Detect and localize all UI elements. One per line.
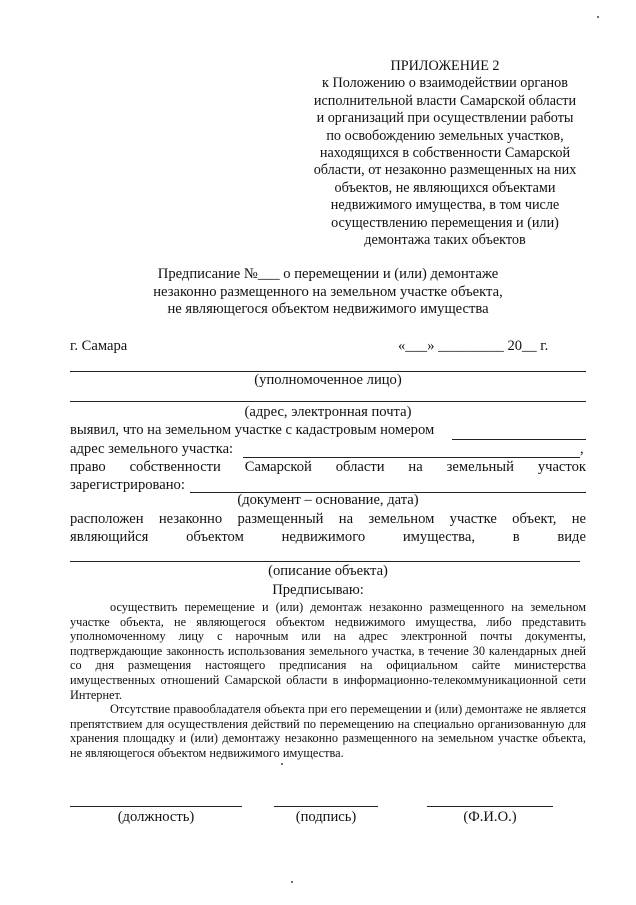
appendix-line: находящихся в собственности Самарской (319, 145, 571, 162)
word: не (571, 511, 586, 527)
word: виде (557, 529, 586, 545)
word: Самарской (244, 459, 312, 475)
scan-speck (597, 16, 599, 18)
scan-speck (281, 763, 283, 765)
authorized-caption: (уполномоченное лицо) (254, 372, 402, 388)
plot-address-label: адрес земельного участка: (70, 441, 234, 457)
word: незаконно (158, 511, 223, 527)
word: участок (537, 459, 586, 475)
word: объект, (512, 511, 557, 527)
address-line (70, 401, 586, 402)
scan-speck (291, 881, 293, 883)
appendix-line: по освобождению земельных участков, (326, 127, 564, 144)
word: являющийся (70, 529, 149, 545)
document-caption: (документ – основание, дата) (237, 492, 419, 508)
name-line (427, 806, 553, 807)
body-paragraph-2 (70, 702, 586, 760)
place-text: г. Самара (70, 338, 128, 354)
located-row (70, 511, 586, 528)
title-line: незаконно размещенного на земельном участке объекта, (153, 283, 503, 300)
found-text: выявил, что на земельном участке с кадастровым номером (70, 422, 435, 438)
appendix-line: области, от незаконно размещенных на них (313, 162, 577, 179)
position-line (70, 806, 242, 807)
object-line (70, 561, 580, 562)
title-line: Предписание №___ о перемещении и (или) демонтаже (157, 266, 499, 282)
prescribes-heading: Предписываю: (272, 582, 364, 598)
appendix-header (300, 58, 590, 249)
title-line: не являющегося объектом недвижимого имущества (167, 301, 489, 317)
word: на (408, 459, 423, 475)
word: расположен (70, 511, 144, 527)
address-caption: (адрес, электронная почта) (244, 404, 412, 420)
plot-address-row (70, 441, 586, 458)
ownership-row (70, 459, 586, 476)
word: собственности (129, 459, 221, 475)
paragraph-text: осуществить перемещение и (или) демонтаж незаконно размещенного на земельном участке объекта, не являющегося объектом недвижимого имущества, либо представить уполномоченному лицу с нарочным или на адрес электронной почты документы, подтверждающие законность использования земельного участка, в течение 30 календарных дней со дня размещения настоящего предписания на официальном сайте министерства имущественных отношений Самарской области в информационно-телекоммуникационной сети Интернет. (70, 600, 586, 702)
document-title (68, 266, 588, 319)
type-row (70, 529, 586, 546)
appendix-line: осуществлению перемещения и (или) (331, 214, 559, 231)
word: земельный (446, 459, 514, 475)
appendix-line: к Положению о взаимодействии органов (322, 75, 568, 92)
object-caption: (описание объекта) (268, 563, 388, 579)
signature-caption: (подпись) (295, 809, 357, 825)
appendix-heading: ПРИЛОЖЕНИЕ 2 (390, 58, 500, 74)
word: имущества, (402, 529, 475, 545)
appendix-line: и организаций при осуществлении работы (316, 110, 574, 127)
plot-address-end: , (580, 441, 584, 457)
position-caption: (должность) (117, 809, 195, 825)
plot-address-line (243, 457, 580, 458)
word: в (512, 529, 520, 545)
word: право (70, 459, 106, 475)
paragraph-text: Отсутствие правообладателя объекта при его перемещении и (или) демонтаже не является препятствием для осуществления действий по перемещению на специально организованную для хранения площадку и (или) демонтажу незаконно размещенного на земельном участке объекта, не являющегося объектом недвижимого имущества. (70, 702, 586, 760)
word: участке (449, 511, 497, 527)
word: области (335, 459, 385, 475)
appendix-line: объектов, не являющихся объектами (334, 179, 556, 196)
found-row (70, 422, 586, 439)
registered-label: зарегистрировано: (70, 477, 185, 493)
word: земельном (368, 511, 435, 527)
word: размещенный (237, 511, 324, 527)
word: объектом (186, 529, 244, 545)
appendix-line: недвижимого имущества, в том числе (330, 197, 560, 214)
appendix-line: исполнительной власти Самарской области (313, 92, 577, 109)
appendix-line: демонтажа таких объектов (364, 232, 526, 249)
word: на (338, 511, 354, 527)
cadastral-number-line (452, 439, 586, 440)
signature-line (274, 806, 378, 807)
name-caption: (Ф.И.О.) (463, 809, 517, 825)
date-field: «___» _________ 20__ г. (398, 338, 549, 354)
body-paragraph-1 (70, 600, 586, 702)
word: недвижимого (281, 529, 366, 545)
